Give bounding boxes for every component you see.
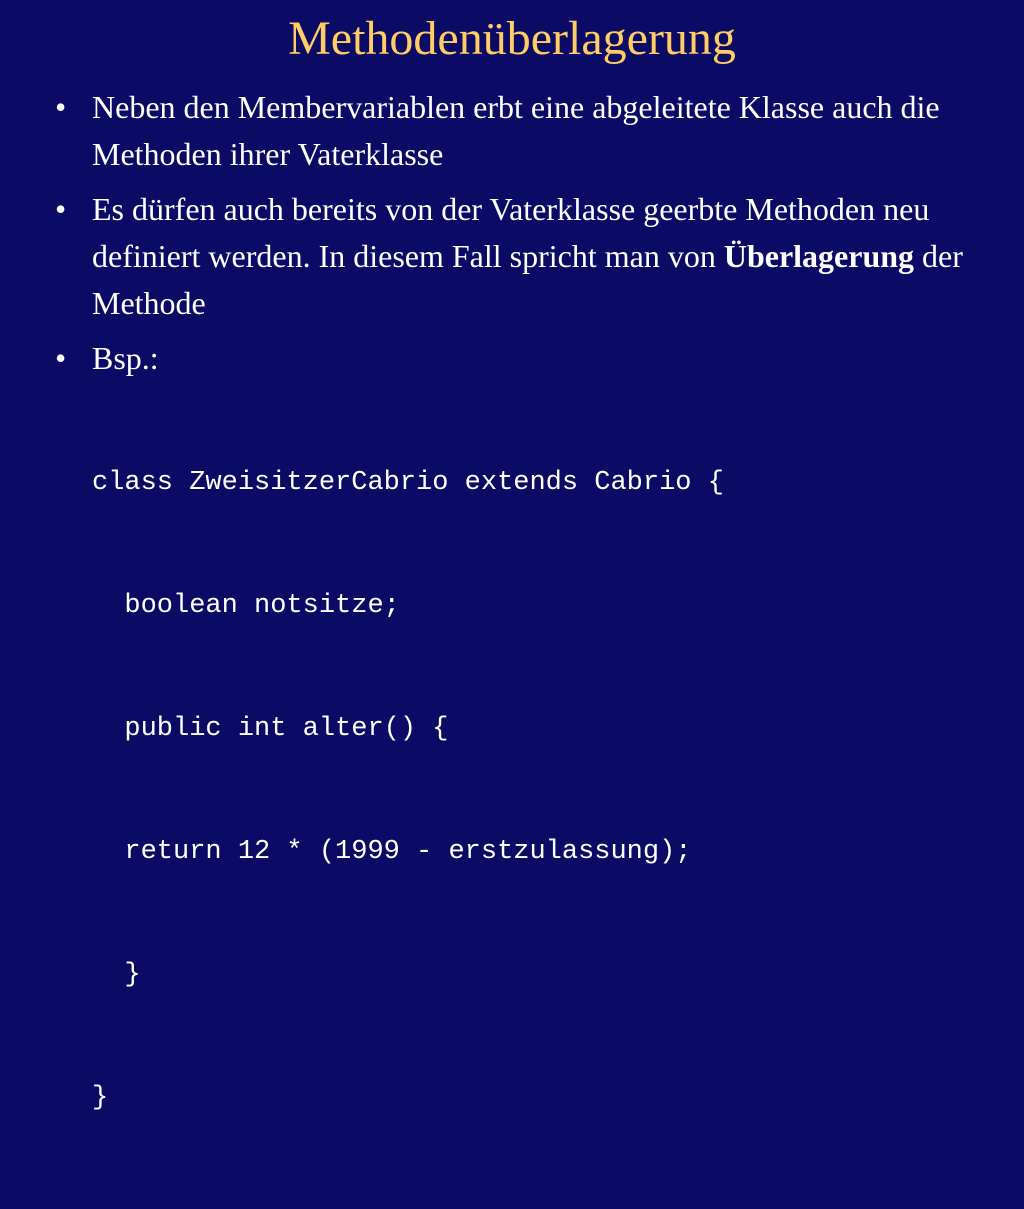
bullet-text-2-end: der Methode xyxy=(92,238,963,321)
bullet-item-2 xyxy=(0,186,1024,327)
bullet-text-2-start: Es dürfen auch bereits von der Vaterklasse geerbte Methoden neu definiert werden. In diesem Fall spricht man von xyxy=(92,191,930,274)
code-line-3: public int alter() { xyxy=(92,714,449,744)
bullet-text-2 xyxy=(92,186,1012,327)
code-line-6: } xyxy=(92,1083,109,1113)
code-line-1: class ZweisitzerCabrio extends Cabrio { xyxy=(92,468,724,498)
bullet-dot: • xyxy=(55,340,67,376)
code-example xyxy=(92,381,1024,1201)
code-line-4: return 12 * (1999 - erstzulassung); xyxy=(92,837,692,867)
bullet-item-3 xyxy=(0,335,1024,1201)
bullet-dot: • xyxy=(55,89,67,125)
bullet-text-1: Neben den Membervariablen erbt eine abgeleitete Klasse auch die Methoden ihrer Vaterklasse xyxy=(92,89,940,172)
bullet-dot: • xyxy=(55,191,67,227)
slide-title: Methodenüberlagerung xyxy=(288,12,736,65)
bullet-item-1 xyxy=(0,84,1024,178)
code-line-5: } xyxy=(92,960,141,990)
bullet-list xyxy=(0,84,1024,1209)
code-line-2: boolean notsitze; xyxy=(92,591,400,621)
emphasis-term: Überlagerung xyxy=(723,238,915,274)
bullet-text-3: Bsp.: xyxy=(92,340,159,376)
